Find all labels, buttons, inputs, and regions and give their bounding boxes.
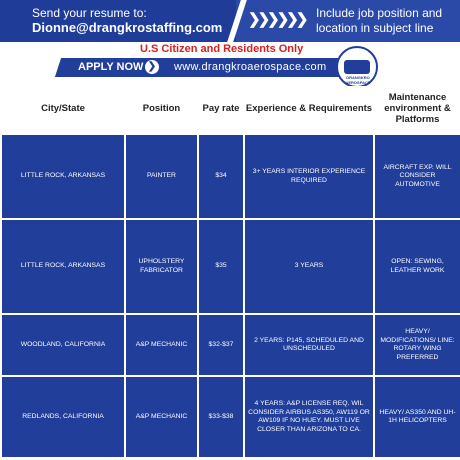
logo-emblem: [344, 60, 370, 74]
cell-position: UPHOLSTERY FABRICATOR: [125, 219, 198, 314]
table-header-row: [1, 86, 460, 130]
cell-pay-rate: $32-$37: [198, 314, 244, 376]
cell-city-state: LITTLE ROCK, ARKANSAS: [1, 219, 125, 314]
table-row: [1, 219, 460, 314]
header-environment: Maintenance environment & Platforms: [374, 86, 460, 130]
cell-city-state: WOODLAND, CALIFORNIA: [1, 314, 125, 376]
cell-experience: 3+ YEARS INTERIOR EXPERIENCE REQUIRED: [244, 134, 374, 219]
cell-city-state: LITTLE ROCK, ARKANSAS: [1, 134, 125, 219]
cell-position: PAINTER: [125, 134, 198, 219]
contact-box: [0, 0, 236, 42]
header-experience: Experience & Requirements: [244, 86, 374, 130]
cell-position: A&P MECHANIC: [125, 314, 198, 376]
cell-environment: OPEN: SEWING, LEATHER WORK: [374, 219, 460, 314]
cell-experience: 2 YEARS: P145, SCHEDULED AND UNSCHEDULED: [244, 314, 374, 376]
jobs-table: [0, 86, 460, 459]
contact-email[interactable]: Dionne@drangkrostaffing.com: [32, 20, 223, 35]
cell-experience: 3 YEARS: [244, 219, 374, 314]
cell-pay-rate: $35: [198, 219, 244, 314]
arrow-right-icon[interactable]: ❯: [145, 60, 159, 74]
chevrons-icon: ❯❯❯❯❯❯: [248, 11, 306, 28]
cell-environment: HEAVY/ AS350 AND UH-1H HELICOPTERS: [374, 376, 460, 458]
table-row: [1, 314, 460, 376]
cell-experience: 4 YEARS: A&P LICENSE REQ. WIL CONSIDER AIRBUS AS350, AW119 OR AW109 IF NO HUEY. MUST LIVE CLOSER THAN ARIZONA TO CA.: [244, 376, 374, 458]
header-position: Position: [125, 86, 198, 130]
cell-pay-rate: $33-$38: [198, 376, 244, 458]
cell-pay-rate: $34: [198, 134, 244, 219]
company-logo: [336, 46, 378, 88]
logo-text: DRANGKRO AEROSPACE: [345, 75, 371, 85]
website-link[interactable]: www.drangkroaerospace.com: [174, 61, 327, 73]
contact-instruction: Send your resume to:: [32, 6, 147, 20]
table-row: [1, 134, 460, 219]
header-pay-rate: Pay rate: [198, 86, 244, 130]
header-city-state: City/State: [1, 86, 125, 130]
cell-city-state: REDLANDS, CALIFORNIA: [1, 376, 125, 458]
eligibility-notice: U.S Citizen and Residents Only: [140, 43, 304, 55]
cell-environment: HEAVY/ MODIFICATIONS/ LINE: ROTARY WING PREFERRED: [374, 314, 460, 376]
subject-line-note: Include job position and location in subject line: [316, 6, 443, 35]
apply-now-button[interactable]: APPLY NOW: [78, 61, 144, 73]
cell-environment: AIRCRAFT EXP. WILL CONSIDER AUTOMOTIVE: [374, 134, 460, 219]
cell-position: A&P MECHANIC: [125, 376, 198, 458]
table-row: [1, 376, 460, 458]
